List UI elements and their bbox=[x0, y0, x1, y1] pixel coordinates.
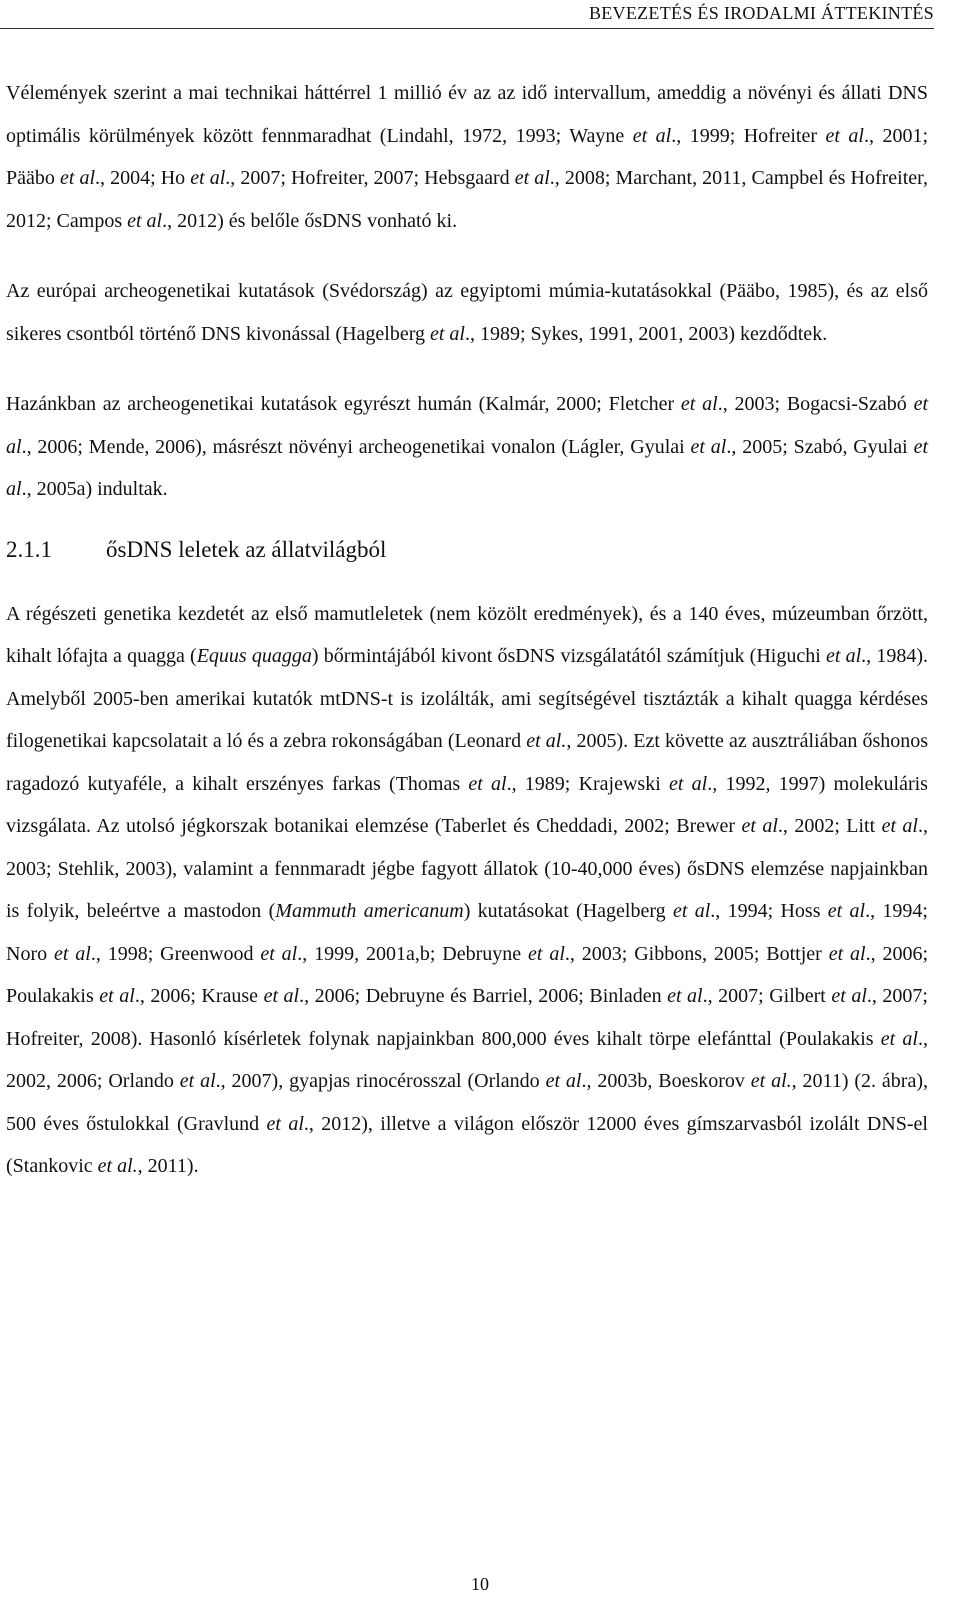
italic-text: et al bbox=[468, 772, 507, 795]
italic-text: et al bbox=[669, 772, 708, 795]
italic-text: et al. bbox=[526, 730, 567, 752]
italic-text: et al bbox=[545, 1070, 582, 1092]
italic-text: et al bbox=[6, 393, 928, 458]
italic-text: et al bbox=[53, 942, 91, 965]
italic-text: et al bbox=[831, 985, 867, 1007]
page-number: 10 bbox=[471, 1574, 489, 1594]
italic-text: et al. bbox=[97, 1155, 138, 1177]
italic-text: et al bbox=[672, 900, 711, 922]
italic-text: et al bbox=[632, 124, 672, 147]
paragraph: Hazánkban az archeogenetikai kutatások egyrészt humán (Kalmár, 2000; Fletcher et al., 2003; Bogacsi-Szabó et al., 2006; Mende, 2006), másrészt növényi archeogenetikai vonalon (Lágler, Gyulai et al., 2005; Szabó, Gyulai et al., 2005a) indultak. bbox=[6, 393, 928, 500]
italic-text: et al bbox=[825, 645, 862, 667]
italic-text: et al bbox=[179, 1070, 216, 1092]
italic-text: et al bbox=[266, 1112, 304, 1135]
italic-text: et al bbox=[828, 942, 866, 965]
italic-text: Mammuth americanum bbox=[275, 900, 464, 922]
italic-text: et al bbox=[690, 435, 727, 458]
page-body bbox=[6, 72, 928, 1188]
italic-text: et al. bbox=[750, 1070, 792, 1092]
running-header bbox=[0, 2, 934, 29]
paragraph: Vélemények szerint a mai technikai háttérrel 1 millió év az az idő intervallum, ameddig a növényi és állati DNS optimális körülmények között fennmaradhat (Lindahl, 1972, 1993; Wayne et al., 1999; Hofreiter et al., 2001; Pääbo et al., 2004; Ho et al., 2007; Hofreiter, 2007; Hebsgaard et al., 2008; Marchant, 2011, Campbel és Hofreiter, 2012; Campos et al., 2012) és belőle ősDNS vonható ki. bbox=[6, 82, 928, 232]
italic-text: et al bbox=[514, 167, 550, 189]
italic-text: et al bbox=[263, 985, 300, 1007]
italic-text: et al bbox=[881, 815, 918, 837]
paragraph: A régészeti genetika kezdetét az első mamutleletek (nem közölt eredmények), és a 140 éves, múzeumban őrzött, kihalt lófajta a quagga (Equus quagga) bőrmintájából kivont ősDNS vizsgálatától számítjuk (Higuchi et al., 1984). Amelyből 2005-ben amerikai kutatók mtDNS-t is izolálták, ami segítségével tisztázták a kihalt quagga kérdéses filogenetikai kapcsolatait a ló és a zebra rokonságában (Leonard et al., 2005). Ezt követte az ausztráliában őshonos ragadozó kutyaféle, a kihalt erszényes farkas (Thomas et al., 1989; Krajewski et al., 1992, 1997) molekuláris vizsgálata. Az utolsó jégkorszak botanikai elemzése (Taberlet és Cheddadi, 2002; Brewer et al., 2002; Litt et al., 2003; Stehlik, 2003), valamint a fennmaradt jégbe fagyott állatok (10-40,000 éves) ősDNS elemzése napjainkban is folyik, beleértve a mastodon (Mammuth americanum) kutatásokat (Hagelberg et al., 1994; Hoss et al., 1994; Noro et al., 1998; Greenwood et al., 1999, 2001a,b; Debruyne et al., 2003; Gibbons, 2005; Bottjer et al., 2006; Poulakakis et al., 2006; Krause et al., 2006; Debruyne és Barriel, 2006; Binladen et al., 2007; Gilbert et al., 2007; Hofreiter, 2008). Hasonló kísérletek folynak napjainkban 800,000 éves kihalt törpe elefánttal (Poulakakis et al., 2002, 2006; Orlando et al., 2007), gyapjas rinocérosszal (Orlando et al., 2003b, Boeskorov et al., 2011) (2. ábra), 500 éves őstulokkal (Gravlund et al., 2012), illetve a világon először 12000 éves gímszarvasból izolált DNS-el (Stankovic et al., 2011). bbox=[6, 602, 929, 1177]
italic-text: et al bbox=[667, 985, 703, 1007]
italic-text: Equus quagga bbox=[196, 645, 312, 667]
italic-text: et al bbox=[825, 124, 864, 147]
italic-text: et al bbox=[260, 942, 298, 965]
paragraph: Az európai archeogenetikai kutatások (Svédország) az egyiptomi múmia-kutatásokkal (Pääbo, 1985), és az első sikeres csontból történő DNS kivonással (Hagelberg et al., 1989; Sykes, 1991, 2001, 2003) kezdődtek. bbox=[6, 280, 928, 345]
italic-text: et al bbox=[127, 209, 163, 232]
italic-text: et al bbox=[6, 435, 928, 500]
italic-text: et al bbox=[430, 322, 465, 345]
section-heading bbox=[6, 533, 928, 567]
italic-text: et al bbox=[99, 985, 135, 1007]
header-title: BEVEZETÉS ÉS IRODALMI ÁTTEKINTÉS bbox=[588, 3, 934, 23]
section-title: ősDNS leletek az állatvilágból bbox=[106, 536, 387, 562]
section-number: 2.1.1 bbox=[6, 536, 52, 562]
italic-text: et al bbox=[528, 942, 565, 965]
italic-text: et al bbox=[680, 393, 718, 415]
italic-text: et al bbox=[190, 167, 226, 189]
italic-text: et al bbox=[741, 815, 778, 837]
italic-text: et al bbox=[59, 167, 96, 189]
italic-text: et al bbox=[880, 1027, 918, 1050]
italic-text: et al bbox=[827, 900, 866, 922]
